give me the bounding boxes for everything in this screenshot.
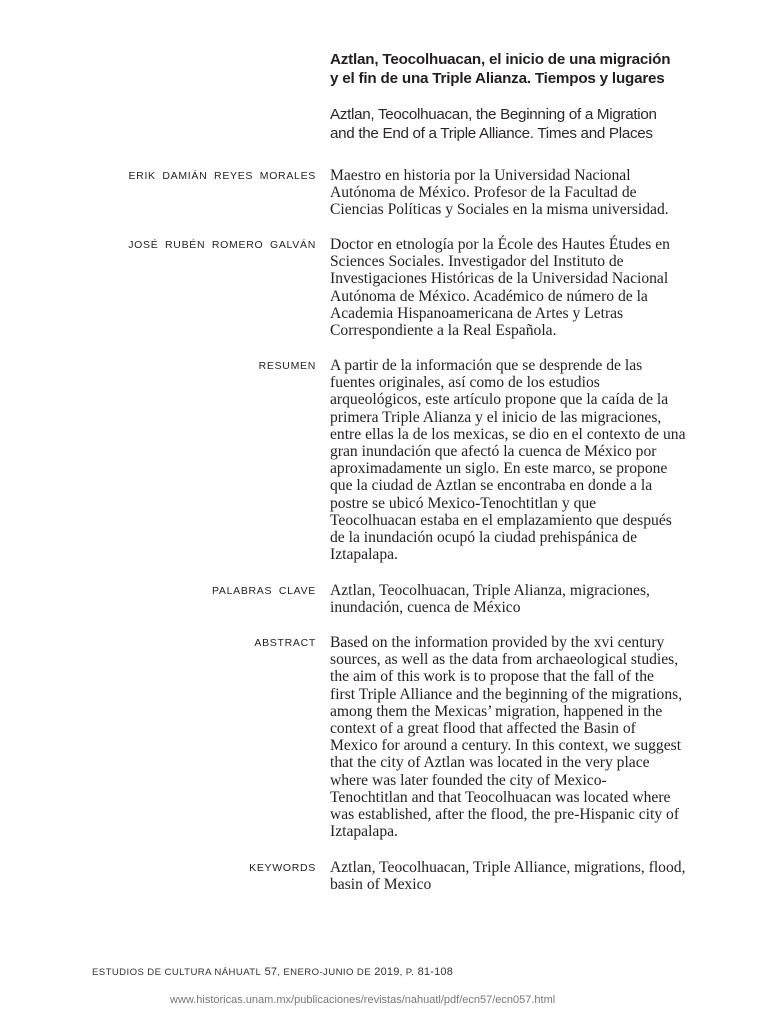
journal-pages: 81-108: [417, 966, 454, 978]
abstract-line: sources, as well as the data from archaeological studies,: [330, 651, 679, 669]
resumen-line: arqueológicos, este artículo propone que la caída de la: [330, 391, 669, 409]
keywords-text: [330, 859, 698, 893]
author-bio-line: Ciencias Políticas y Sociales en la misma universidad.: [330, 201, 669, 219]
author-bio-line: Academia Hispanoamericana de Artes y Letras: [330, 304, 624, 322]
palabras-clave-line: inundación, cuenca de México: [330, 599, 521, 617]
abstract-line: context of a great flood that affected the Basin of: [330, 720, 636, 738]
resumen-line: gran inundación que afectó la cuenca de México por: [330, 443, 657, 461]
author-bio-line: Autónoma de México. Profesor de la Facultad de: [330, 184, 637, 202]
abstract-line: Iztapalapa.: [330, 823, 398, 841]
author-bio-line: Correspondiente a la Real Española.: [330, 322, 557, 340]
author-bio: [330, 236, 698, 339]
title-spanish: [330, 50, 730, 88]
keywords-line: basin of Mexico: [330, 876, 432, 894]
author-name: JOSÉ RUBÉN ROMERO GALVÁN: [128, 239, 316, 251]
abstract-line: Mexico for around a century. In this context, we suggest: [330, 737, 682, 755]
resumen-line: de la inundación ocupó la ciudad prehispánica de: [330, 529, 637, 547]
abstract-line: first Triple Alliance and the beginning of the migrations,: [330, 685, 683, 703]
resumen-line: aproximadamente un siglo. En este marco, se propone: [330, 460, 668, 478]
resumen-line: que la ciudad de Aztlan se encontraba en donde a la: [330, 477, 653, 495]
abstract-text: [330, 634, 698, 840]
resumen-line: Teocolhuacan estaba en el emplazamiento que después: [330, 511, 672, 529]
title-spanish-line-2: y el fin de una Triple Alianza. Tiempos y lugares: [330, 70, 665, 87]
resumen-text: [330, 357, 698, 563]
palabras-clave-line: Aztlan, Teocolhuacan, Triple Alianza, migraciones,: [330, 582, 650, 599]
resumen-line: fuentes originales, así como de los estudios: [330, 374, 600, 392]
abstract-line: where was later founded the city of Mexico-: [330, 771, 607, 789]
resumen-line: primera Triple Alianza y el inicio de las migraciones,: [330, 408, 662, 426]
journal-pages-prefix: , P.: [399, 967, 415, 978]
title-english-line-2: and the End of a Triple Alliance. Times and Places: [330, 125, 653, 142]
author-bio-line: Sciences Sociales. Investigador del Instituto de: [330, 253, 624, 271]
author-bio-line: Investigaciones Históricas de la Universidad Nacional: [330, 270, 669, 288]
abstract-label: ABSTRACT: [254, 637, 316, 649]
abstract-line: among them the Mexicas’ migration, happened in the: [330, 702, 663, 720]
author-bio-line: Doctor en etnología por la École des Hautes Études en: [330, 236, 670, 253]
title-spanish-line-1: Aztlan, Teocolhuacan, el inicio de una migración: [330, 51, 671, 68]
title-english: [330, 105, 730, 143]
author-bio-line: Autónoma de México. Académico de número de la: [330, 287, 648, 305]
article-titles: [330, 50, 730, 143]
resumen-line: A partir de la información que se desprende de las: [330, 357, 643, 374]
resumen-line: Iztapalapa.: [330, 546, 398, 564]
abstract-line: that the city of Aztlan was located in the very place: [330, 754, 650, 772]
journal-date-prefix: , ENERO-JUNIO DE: [277, 967, 372, 978]
abstract-line: Tenochtitlan and that Teocolhuacan was located where: [330, 788, 671, 806]
abstract-line: was established, after the flood, the pre-Hispanic city of: [330, 806, 680, 824]
title-english-line-1: Aztlan, Teocolhuacan, the Beginning of a Migration: [330, 106, 657, 123]
abstract-line: the aim of this work is to propose that the fall of the: [330, 668, 654, 686]
resumen-label: RESUMEN: [258, 360, 316, 372]
journal-volume: 57: [264, 966, 278, 978]
author-bio-line: Maestro en historia por la Universidad Nacional: [330, 167, 631, 184]
keywords-label: KEYWORDS: [249, 862, 316, 874]
resumen-line: entre ellas la de los mexicas, se dio en el contexto de una: [330, 425, 686, 443]
resumen-line: postre se ubicó Mexico-Tenochtitlan y que: [330, 494, 597, 512]
palabras-clave-label: PALABRAS CLAVE: [211, 585, 316, 597]
keywords-line: Aztlan, Teocolhuacan, Triple Alliance, migrations, flood,: [330, 859, 686, 876]
journal-year: 2019: [374, 966, 400, 978]
author-name: ERIK DAMIÁN REYES MORALES: [128, 170, 316, 182]
journal-citation: [92, 966, 453, 978]
journal-name: ESTUDIOS DE CULTURA NÁHUATL: [92, 967, 262, 978]
author-bio: [330, 167, 698, 219]
journal-url-link[interactable]: www.historicas.unam.mx/publicaciones/revistas/nahuatl/pdf/ecn57/ecn057.html: [170, 994, 556, 1006]
palabras-clave-text: [330, 582, 698, 616]
abstract-line: Based on the information provided by the xvi century: [330, 634, 665, 651]
